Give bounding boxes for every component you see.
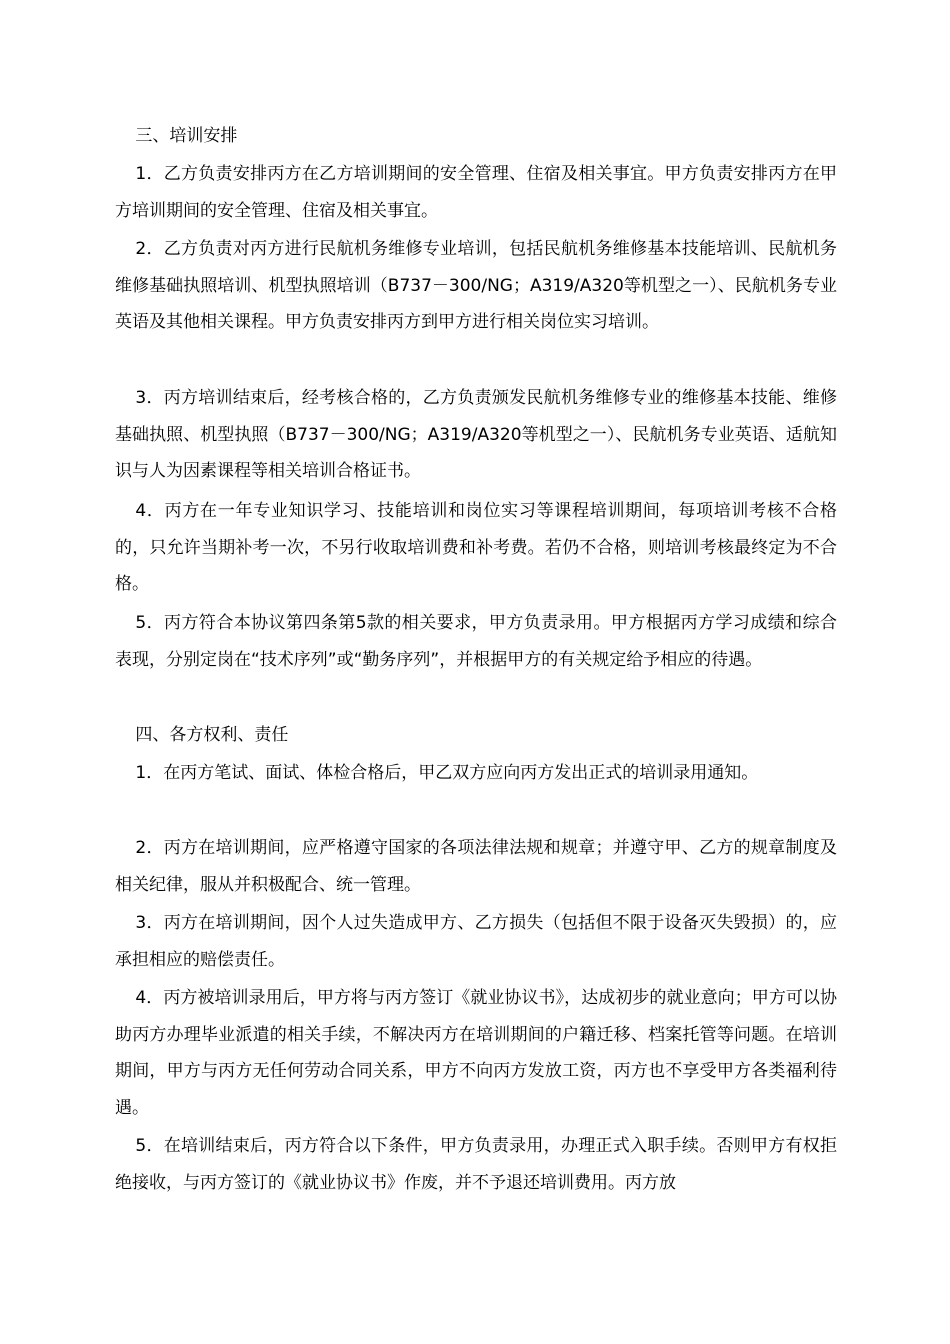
- section-4-item-4: 4．丙方被培训录用后，甲方将与丙方签订《就业协议书》，达成初步的就业意向；甲方可以协助丙方办理毕业派遣的相关手续，不解决丙方在培训期间的户籍迁移、档案托管等问题。在培训期间，甲方与丙方无任何劳动合同关系，甲方不向丙方发放工资，丙方也不享受甲方各类福利待遇。: [115, 988, 837, 1118]
- section-3-item-5: 5．丙方符合本协议第四条第5款的相关要求，甲方负责录用。甲方根据丙方学习成绩和综合表现，分别定岗在“技术序列”或“勤务序列”，并根据甲方的有关规定给予相应的待遇。: [115, 613, 837, 670]
- section-3-item-3: 3．丙方培训结束后，经考核合格的，乙方负责颁发民航机务维修专业的维修基本技能、维修基础执照、机型执照（B737－300/NG；A319/A320等机型之一）、民航机务专业英语、适航知识与人为因素课程等相关培训合格证书。: [115, 388, 837, 481]
- section-3-item-2: 2．乙方负责对丙方进行民航机务维修专业培训，包括民航机务维修基本技能培训、民航机务维修基础执照培训、机型执照培训（B737－300/NG；A319/A320等机型之一）、民航机务专业英语及其他相关课程。甲方负责安排丙方到甲方进行相关岗位实习培训。: [115, 239, 837, 332]
- section-3-heading: 三、培训安排: [135, 126, 238, 146]
- section-3-item-4: 4．丙方在一年专业知识学习、技能培训和岗位实习等课程培训期间，每项培训考核不合格的，只允许当期补考一次，不另行收取培训费和补考费。若仍不合格，则培训考核最终定为不合格。: [115, 501, 837, 594]
- section-4-heading: 四、各方权利、责任: [135, 725, 289, 745]
- section-4-item-1: 1．在丙方笔试、面试、体检合格后，甲乙双方应向丙方发出正式的培训录用通知。: [135, 763, 759, 783]
- section-4-item-2: 2．丙方在培训期间，应严格遵守国家的各项法律法规和规章；并遵守甲、乙方的规章制度及相关纪律，服从并积极配合、统一管理。: [115, 838, 837, 895]
- section-4-item-3: 3．丙方在培训期间，因个人过失造成甲方、乙方损失（包括但不限于设备灭失毁损）的，应承担相应的赔偿责任。: [115, 913, 837, 970]
- section-3-item-1: 1．乙方负责安排丙方在乙方培训期间的安全管理、住宿及相关事宜。甲方负责安排丙方在甲方培训期间的安全管理、住宿及相关事宜。: [115, 164, 837, 221]
- section-4-item-5: 5．在培训结束后，丙方符合以下条件，甲方负责录用，办理正式入职手续。否则甲方有权拒绝接收，与丙方签订的《就业协议书》作废，并不予退还培训费用。丙方放: [115, 1136, 837, 1193]
